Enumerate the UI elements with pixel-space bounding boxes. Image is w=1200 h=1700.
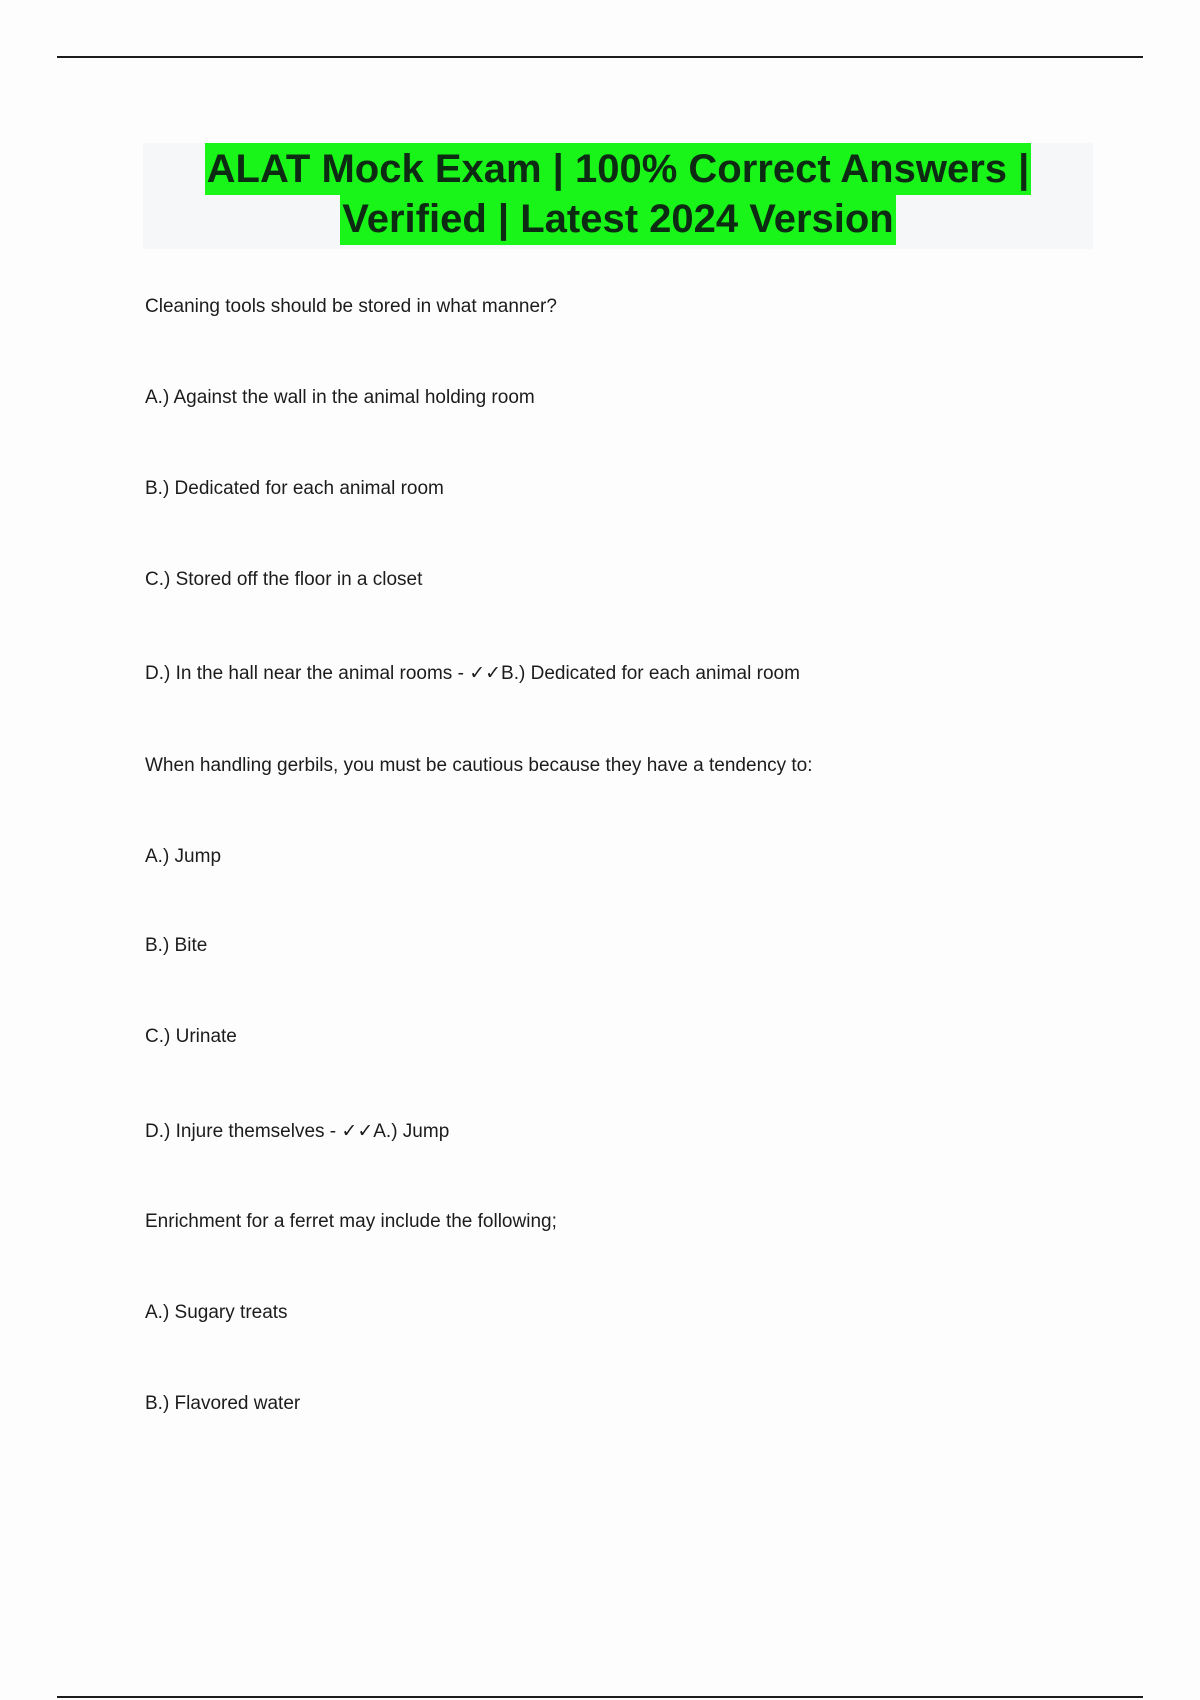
title-line-1: ALAT Mock Exam | 100% Correct Answers | — [205, 143, 1032, 195]
question-3-option-a: A.) Sugary treats — [145, 1302, 288, 1323]
question-1-answer: B.) Dedicated for each animal room — [501, 663, 800, 684]
question-2-option-b: B.) Bite — [145, 935, 208, 956]
question-3-text: Enrichment for a ferret may include the following; — [145, 1211, 557, 1232]
question-1-option-d-with-answer — [145, 661, 800, 686]
question-1-text: Cleaning tools should be stored in what manner? — [145, 296, 557, 317]
question-1-option-a: A.) Against the wall in the animal holding room — [145, 387, 535, 408]
question-1-option-d: D.) In the hall near the animal rooms - — [145, 663, 470, 684]
footer-rule — [57, 1696, 1143, 1698]
question-1-option-b: B.) Dedicated for each animal room — [145, 478, 444, 499]
question-1-option-c: C.) Stored off the floor in a closet — [145, 569, 423, 590]
question-2-option-a: A.) Jump — [145, 846, 222, 867]
double-check-icon: ✓✓ — [341, 1120, 374, 1142]
question-3-option-b: B.) Flavored water — [145, 1393, 301, 1414]
document-title — [143, 143, 1093, 249]
question-2-option-c: C.) Urinate — [145, 1026, 237, 1047]
question-2-answer: A.) Jump — [373, 1121, 450, 1142]
title-line-2: Verified | Latest 2024 Version — [340, 193, 895, 245]
question-2-option-d-with-answer — [145, 1119, 449, 1144]
double-check-icon: ✓✓ — [469, 662, 502, 684]
header-rule — [57, 56, 1143, 58]
question-2-text: When handling gerbils, you must be cautious because they have a tendency to: — [145, 755, 813, 776]
question-2-option-d: D.) Injure themselves - — [145, 1121, 342, 1142]
